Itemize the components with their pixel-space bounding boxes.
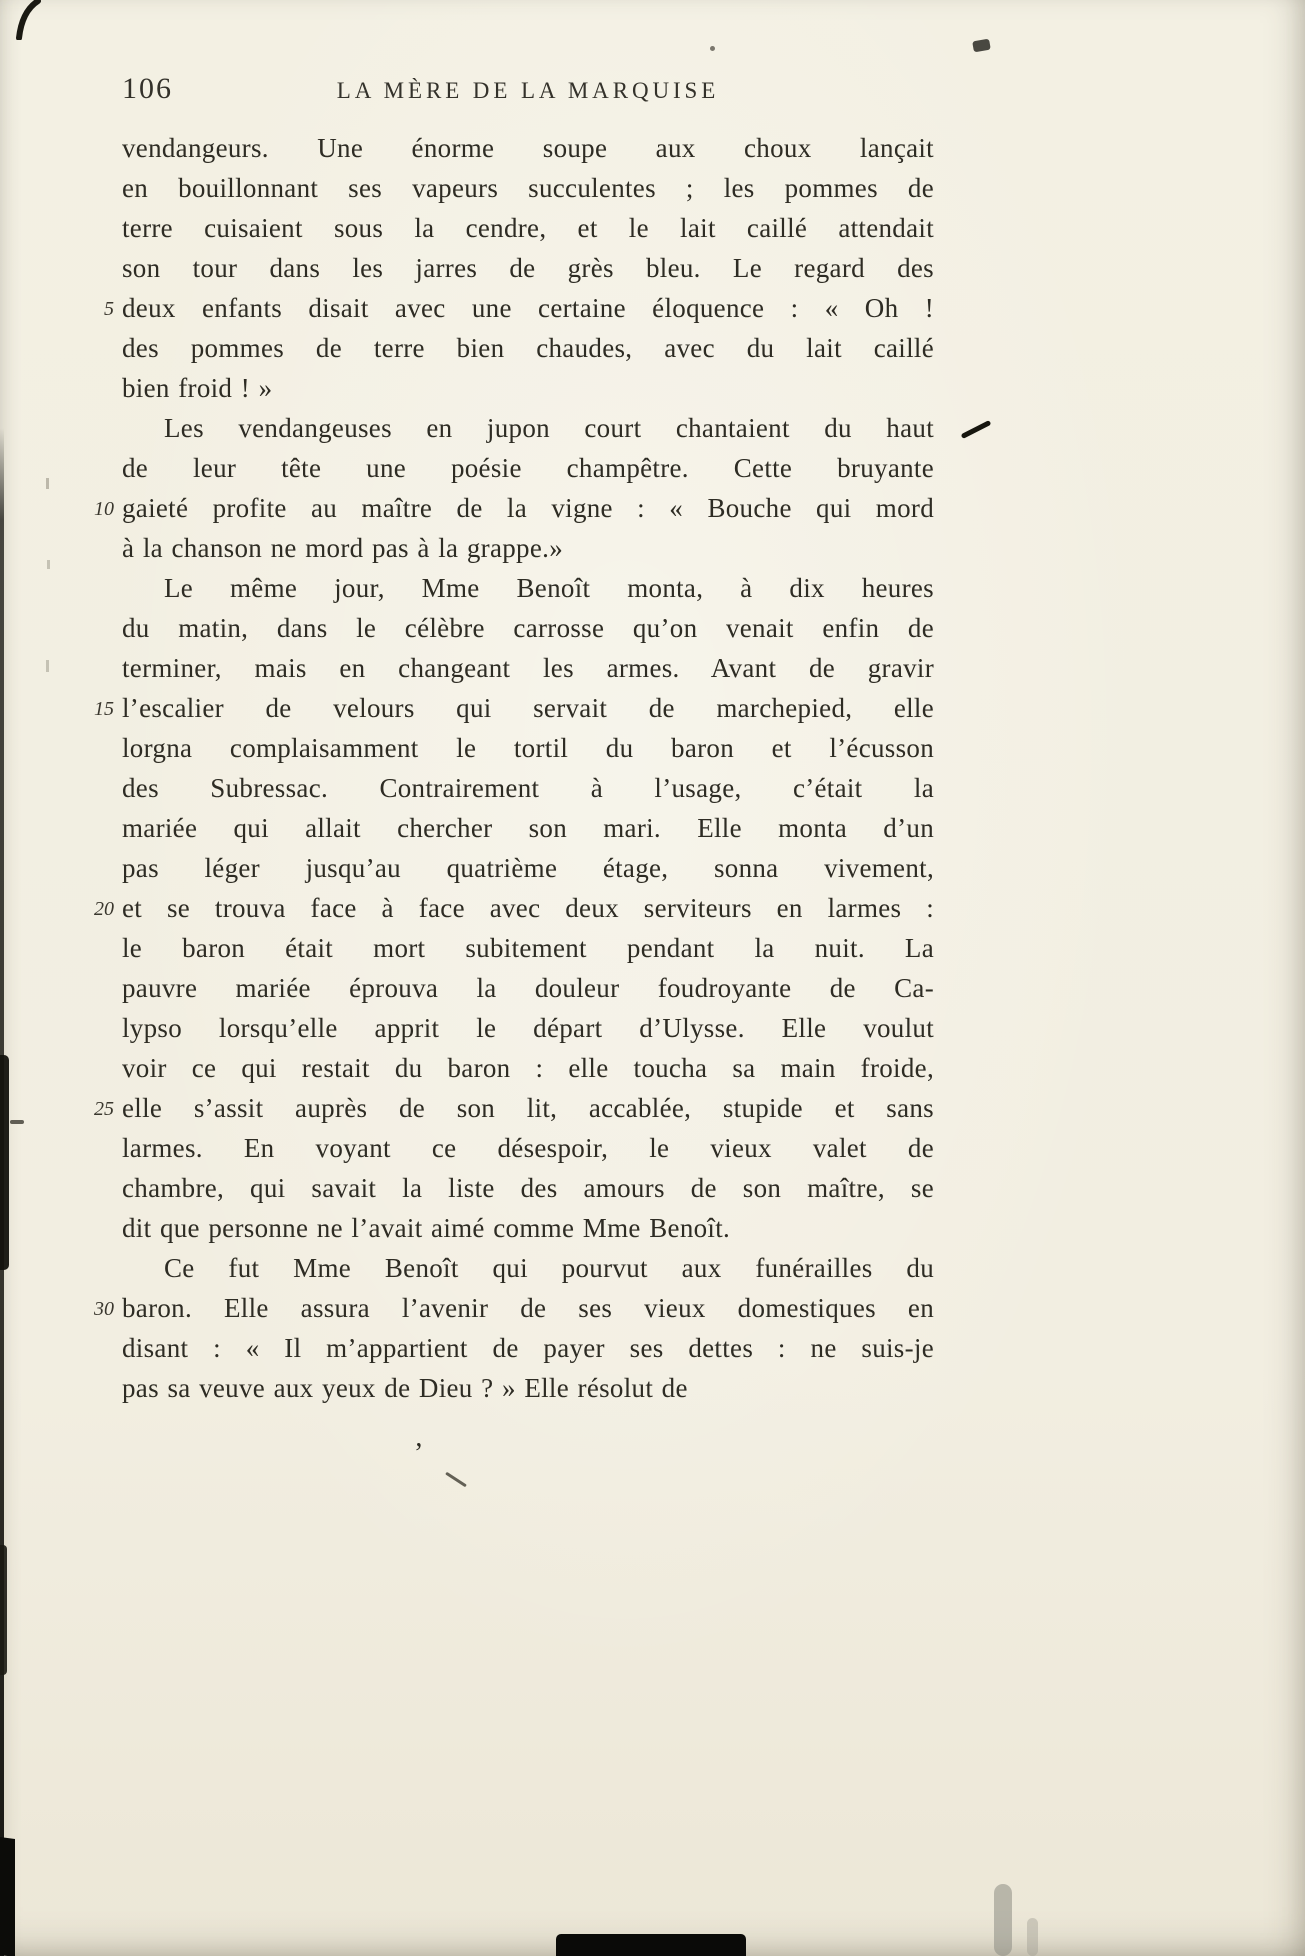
text-line <box>122 328 934 368</box>
text-line <box>122 1368 934 1408</box>
line-text: Les vendangeuses en jupon court chantaient du haut <box>164 413 934 443</box>
scan-dot-top <box>710 46 715 51</box>
line-number: 20 <box>94 898 114 920</box>
line-text: voir ce qui restait du baron : elle toucha sa main froide, <box>122 1053 934 1083</box>
line-text: lypso lorsqu’elle apprit le départ d’Ulysse. Elle voulut <box>122 1013 934 1043</box>
scan-margin-dash <box>46 478 49 489</box>
text-line <box>122 1328 934 1368</box>
text-line <box>122 248 934 288</box>
scan-smudge <box>1027 1918 1038 1956</box>
scan-smudge <box>994 1884 1012 1956</box>
text-line <box>122 768 934 808</box>
scan-left-edge-line <box>0 428 4 1956</box>
line-text: vendangeurs. Une énorme soupe aux choux lançait <box>122 133 934 163</box>
text-line <box>122 528 934 568</box>
line-text: pas sa veuve aux yeux de Dieu ? » Elle résolut de <box>122 1373 688 1403</box>
line-number: 25 <box>94 1098 114 1120</box>
scan-margin-dash <box>47 560 50 569</box>
line-text: et se trouva face à face avec deux serviteurs en larmes : <box>122 893 934 923</box>
line-text: des pommes de terre bien chaudes, avec du lait caillé <box>122 333 934 363</box>
line-text: gaieté profite au maître de la vigne : « Bouche qui mord <box>122 493 934 523</box>
line-text: pauvre mariée éprouva la douleur foudroyante de Ca- <box>122 973 934 1003</box>
line-number: 5 <box>104 298 114 320</box>
scan-blob-top-right <box>972 39 991 53</box>
line-number: 30 <box>94 1298 114 1320</box>
text-line <box>94 1288 934 1328</box>
line-text: deux enfants disait avec une certaine éloquence : « Oh ! <box>122 293 934 323</box>
scan-pen-mark-right <box>961 420 992 439</box>
line-text: en bouillonnant ses vapeurs succulentes ; les pommes de <box>122 173 934 203</box>
line-text: du matin, dans le célèbre carrosse qu’on venait enfin de <box>122 613 934 643</box>
line-text: dit que personne ne l’avait aimé comme Mme Benoît. <box>122 1213 731 1243</box>
line-text: de leur tête une poésie champêtre. Cette bruyante <box>122 453 934 483</box>
scan-stray-apostrophe: ’ <box>414 1438 424 1469</box>
line-text: des Subressac. Contrairement à l’usage, c’était la <box>122 773 934 803</box>
text-line <box>122 1208 934 1248</box>
text-line <box>122 808 934 848</box>
text-line <box>122 848 934 888</box>
text-line <box>122 1048 934 1088</box>
text-line <box>122 648 934 688</box>
scan-left-edge-blob <box>0 1055 9 1270</box>
text-line <box>122 1168 934 1208</box>
scan-stray-stroke <box>445 1472 467 1488</box>
text-line <box>94 1088 934 1128</box>
line-text: lorgna complaisamment le tortil du baron et l’écusson <box>122 733 934 763</box>
line-text: bien froid ! » <box>122 373 273 403</box>
line-text: baron. Elle assura l’avenir de ses vieux domestiques en <box>122 1293 934 1323</box>
line-text: chambre, qui savait la liste des amours de son maître, se <box>122 1173 934 1203</box>
line-text: mariée qui allait chercher son mari. Elle monta d’un <box>122 813 934 843</box>
line-text: Ce fut Mme Benoît qui pourvut aux funérailles du <box>164 1253 934 1283</box>
scan-bottom-bar <box>556 1934 746 1956</box>
text-line <box>94 488 934 528</box>
line-text: terminer, mais en changeant les armes. Avant de gravir <box>122 653 934 683</box>
text-line <box>122 448 934 488</box>
line-text: son tour dans les jarres de grès bleu. Le regard des <box>122 253 934 283</box>
page-number: 106 <box>122 72 173 105</box>
text-line <box>94 888 934 928</box>
text-line <box>122 408 934 448</box>
line-number: 15 <box>94 698 114 720</box>
running-title: LA MÈRE DE LA MARQUISE <box>336 78 720 103</box>
text-line <box>122 168 934 208</box>
text-line <box>122 1128 934 1168</box>
line-number: 10 <box>94 498 114 520</box>
text-line <box>122 1248 934 1288</box>
line-text: à la chanson ne mord pas à la grappe.» <box>122 533 563 563</box>
text-line <box>122 728 934 768</box>
line-text: pas léger jusqu’au quatrième étage, sonna vivement, <box>122 853 934 883</box>
page-header <box>122 66 934 110</box>
text-line <box>122 208 934 248</box>
line-text: larmes. En voyant ce désespoir, le vieux valet de <box>122 1133 934 1163</box>
line-text: l’escalier de velours qui servait de marchepied, elle <box>122 693 934 723</box>
text-line <box>122 1008 934 1048</box>
text-line <box>104 288 934 328</box>
scan-margin-tick <box>10 1120 24 1124</box>
scan-mark-top-left-icon <box>16 0 42 40</box>
text-line <box>122 608 934 648</box>
text-line <box>122 568 934 608</box>
scan-margin-dash <box>46 660 49 672</box>
line-text: terre cuisaient sous la cendre, et le lait caillé attendait <box>122 213 934 243</box>
text-block <box>94 128 934 1408</box>
line-text: elle s’assit auprès de son lit, accablée, stupide et sans <box>122 1093 934 1123</box>
text-line <box>94 688 934 728</box>
scan-left-edge-blob <box>0 1545 7 1675</box>
text-line <box>122 128 934 168</box>
text-line <box>122 368 934 408</box>
line-text: le baron était mort subitement pendant la nuit. La <box>122 933 934 963</box>
line-text: disant : « Il m’appartient de payer ses dettes : ne suis-je <box>122 1333 934 1363</box>
text-line <box>122 968 934 1008</box>
scan-bottom-left-corner-mark <box>0 1837 15 1956</box>
line-text: Le même jour, Mme Benoît monta, à dix heures <box>164 573 934 603</box>
text-line <box>122 928 934 968</box>
